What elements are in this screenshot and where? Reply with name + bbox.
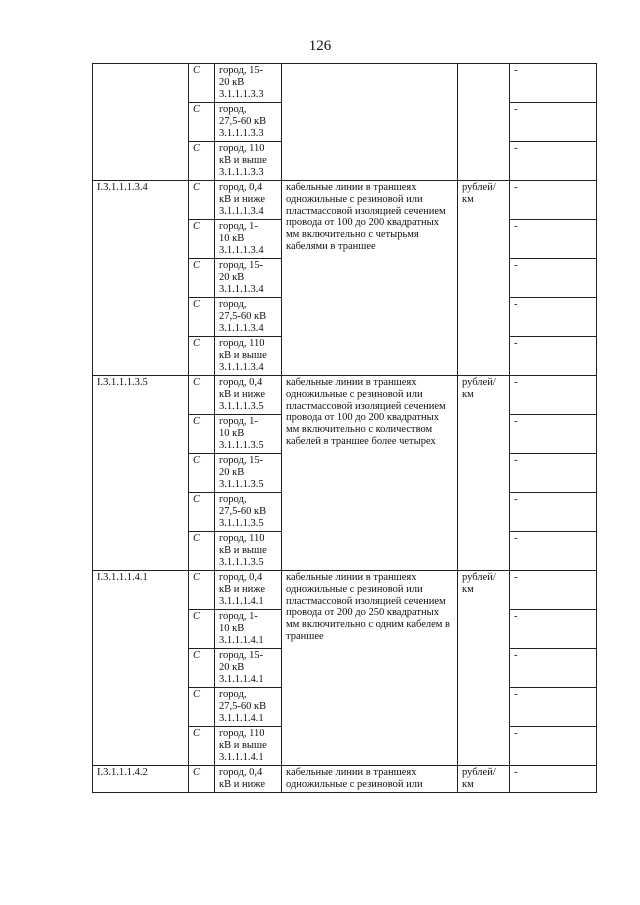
value-cell: - xyxy=(510,376,597,415)
name-line: 20 кВ xyxy=(219,466,245,478)
name-cell xyxy=(215,766,282,793)
name-line: 3.1.1.1.4.1 xyxy=(219,712,264,724)
name-line: 3.1.1.1.3.5 xyxy=(219,400,264,412)
name-cell xyxy=(215,103,282,142)
name-line: 3.1.1.1.3.5 xyxy=(219,556,264,568)
table-row xyxy=(93,181,597,220)
value-cell: - xyxy=(510,64,597,103)
value-cell: - xyxy=(510,337,597,376)
name-line: 3.1.1.1.4.1 xyxy=(219,634,264,646)
c-mark: С xyxy=(189,727,215,766)
name-line: 10 кВ xyxy=(219,232,245,244)
value-cell: - xyxy=(510,571,597,610)
value-cell: - xyxy=(510,493,597,532)
value-cell: - xyxy=(510,610,597,649)
row-code: I.3.1.1.1.3.4 xyxy=(93,181,189,376)
code-cell-empty xyxy=(93,64,189,181)
name-line: город, 110 xyxy=(219,728,265,739)
unit-cell: рублей/ км xyxy=(458,571,510,766)
value-cell: - xyxy=(510,220,597,259)
name-cell xyxy=(215,181,282,220)
unit-cell: рублей/ км xyxy=(458,181,510,376)
name-line: город, 15- xyxy=(219,650,264,661)
value-cell: - xyxy=(510,688,597,727)
tariff-table xyxy=(92,63,597,793)
name-line: 27,5-60 кВ xyxy=(219,115,267,127)
value-cell: - xyxy=(510,454,597,493)
name-line: город, 1- xyxy=(219,416,258,427)
name-cell xyxy=(215,532,282,571)
name-line: кВ и выше xyxy=(219,154,267,166)
description-cell: кабельные линии в траншеях одножильные с резиновой или пластмассовой изоляцией сечением провода от 200 до 250 квадратных мм включительно с одним кабелем в траншее xyxy=(282,571,458,766)
name-cell xyxy=(215,415,282,454)
c-mark: С xyxy=(189,454,215,493)
value-cell: - xyxy=(510,415,597,454)
c-mark: С xyxy=(189,259,215,298)
c-mark: С xyxy=(189,688,215,727)
value-cell: - xyxy=(510,766,597,793)
name-line: 3.1.1.1.4.1 xyxy=(219,751,264,763)
description-cell: кабельные линии в траншеях одножильные с резиновой или xyxy=(282,766,458,793)
name-line: 10 кВ xyxy=(219,427,245,439)
name-line: 20 кВ xyxy=(219,271,245,283)
c-mark: С xyxy=(189,415,215,454)
name-line: 3.1.1.1.3.4 xyxy=(219,322,264,334)
name-line: 20 кВ xyxy=(219,76,245,88)
name-line: 27,5-60 кВ xyxy=(219,310,267,322)
name-line: 3.1.1.1.3.4 xyxy=(219,283,264,295)
name-line: кВ и ниже xyxy=(219,388,265,400)
table-row xyxy=(93,766,597,793)
name-cell xyxy=(215,688,282,727)
name-line: город, 0,4 xyxy=(219,767,263,778)
name-line: кВ и выше xyxy=(219,739,267,751)
row-code: I.3.1.1.1.4.1 xyxy=(93,571,189,766)
name-line: город, 110 xyxy=(219,143,265,154)
name-line: 3.1.1.1.3.5 xyxy=(219,439,264,451)
name-line: кВ и выше xyxy=(219,544,267,556)
name-line: 3.1.1.1.3.5 xyxy=(219,517,264,529)
c-mark: С xyxy=(189,142,215,181)
value-cell: - xyxy=(510,103,597,142)
name-line: 20 кВ xyxy=(219,661,245,673)
name-line: 3.1.1.1.3.4 xyxy=(219,244,264,256)
name-line: кВ и ниже xyxy=(219,778,265,790)
name-line: 27,5-60 кВ xyxy=(219,505,267,517)
description-cell: кабельные линии в траншеях одножильные с резиновой или пластмассовой изоляцией сечением провода от 100 до 200 квадратных мм включительно с четырьмя кабелями в траншее xyxy=(282,181,458,376)
name-line: город, 0,4 xyxy=(219,377,263,388)
name-line: город, 15- xyxy=(219,65,264,76)
value-cell: - xyxy=(510,259,597,298)
c-mark: С xyxy=(189,337,215,376)
name-cell xyxy=(215,610,282,649)
table-body xyxy=(93,64,597,793)
name-cell xyxy=(215,337,282,376)
name-cell xyxy=(215,259,282,298)
name-line: 3.1.1.1.3.4 xyxy=(219,361,264,373)
c-mark: С xyxy=(189,649,215,688)
name-line: город, 110 xyxy=(219,338,265,349)
name-cell xyxy=(215,142,282,181)
name-line: 3.1.1.1.3.3 xyxy=(219,127,264,139)
name-line: 3.1.1.1.4.1 xyxy=(219,673,264,685)
name-line: 3.1.1.1.3.5 xyxy=(219,478,264,490)
name-line: город, 0,4 xyxy=(219,572,263,583)
row-code: I.3.1.1.1.4.2 xyxy=(93,766,189,793)
c-mark: С xyxy=(189,532,215,571)
name-line: город, xyxy=(219,494,247,505)
c-mark: С xyxy=(189,571,215,610)
name-cell xyxy=(215,571,282,610)
name-line: город, xyxy=(219,299,247,310)
description-cell-empty xyxy=(282,64,458,181)
name-line: город, 1- xyxy=(219,611,258,622)
c-mark: С xyxy=(189,376,215,415)
c-mark: С xyxy=(189,220,215,259)
table-row xyxy=(93,571,597,610)
name-line: 10 кВ xyxy=(219,622,245,634)
unit-cell: рублей/ км xyxy=(458,376,510,571)
value-cell: - xyxy=(510,532,597,571)
row-code: I.3.1.1.1.3.5 xyxy=(93,376,189,571)
name-cell xyxy=(215,64,282,103)
value-cell: - xyxy=(510,727,597,766)
name-line: город, 0,4 xyxy=(219,182,263,193)
name-cell xyxy=(215,220,282,259)
name-cell xyxy=(215,649,282,688)
name-line: кВ и ниже xyxy=(219,193,265,205)
description-cell: кабельные линии в траншеях одножильные с резиновой или пластмассовой изоляцией сечением провода от 100 до 200 квадратных мм включительно с количеством кабелей в траншее более четырех xyxy=(282,376,458,571)
page-number: 126 xyxy=(308,38,332,54)
name-cell xyxy=(215,454,282,493)
name-line: кВ и ниже xyxy=(219,583,265,595)
name-line: 3.1.1.1.3.3 xyxy=(219,166,264,178)
table-row xyxy=(93,376,597,415)
name-cell xyxy=(215,493,282,532)
c-mark: С xyxy=(189,181,215,220)
name-line: 27,5-60 кВ xyxy=(219,700,267,712)
name-line: город, xyxy=(219,689,247,700)
name-cell xyxy=(215,298,282,337)
name-line: кВ и выше xyxy=(219,349,267,361)
c-mark: С xyxy=(189,766,215,793)
name-line: город, 110 xyxy=(219,533,265,544)
name-line: город, 15- xyxy=(219,455,264,466)
name-line: 3.1.1.1.3.3 xyxy=(219,88,264,100)
name-line: 3.1.1.1.3.4 xyxy=(219,205,264,217)
c-mark: С xyxy=(189,298,215,337)
name-cell xyxy=(215,727,282,766)
c-mark: С xyxy=(189,493,215,532)
c-mark: С xyxy=(189,103,215,142)
value-cell: - xyxy=(510,142,597,181)
name-line: город, 15- xyxy=(219,260,264,271)
name-line: город, xyxy=(219,104,247,115)
c-mark: С xyxy=(189,610,215,649)
value-cell: - xyxy=(510,298,597,337)
c-mark: С xyxy=(189,64,215,103)
value-cell: - xyxy=(510,181,597,220)
value-cell: - xyxy=(510,649,597,688)
name-line: город, 1- xyxy=(219,221,258,232)
name-line: 3.1.1.1.4.1 xyxy=(219,595,264,607)
unit-cell-empty xyxy=(458,64,510,181)
unit-cell: рублей/ км xyxy=(458,766,510,793)
name-cell xyxy=(215,376,282,415)
table-row xyxy=(93,64,597,103)
